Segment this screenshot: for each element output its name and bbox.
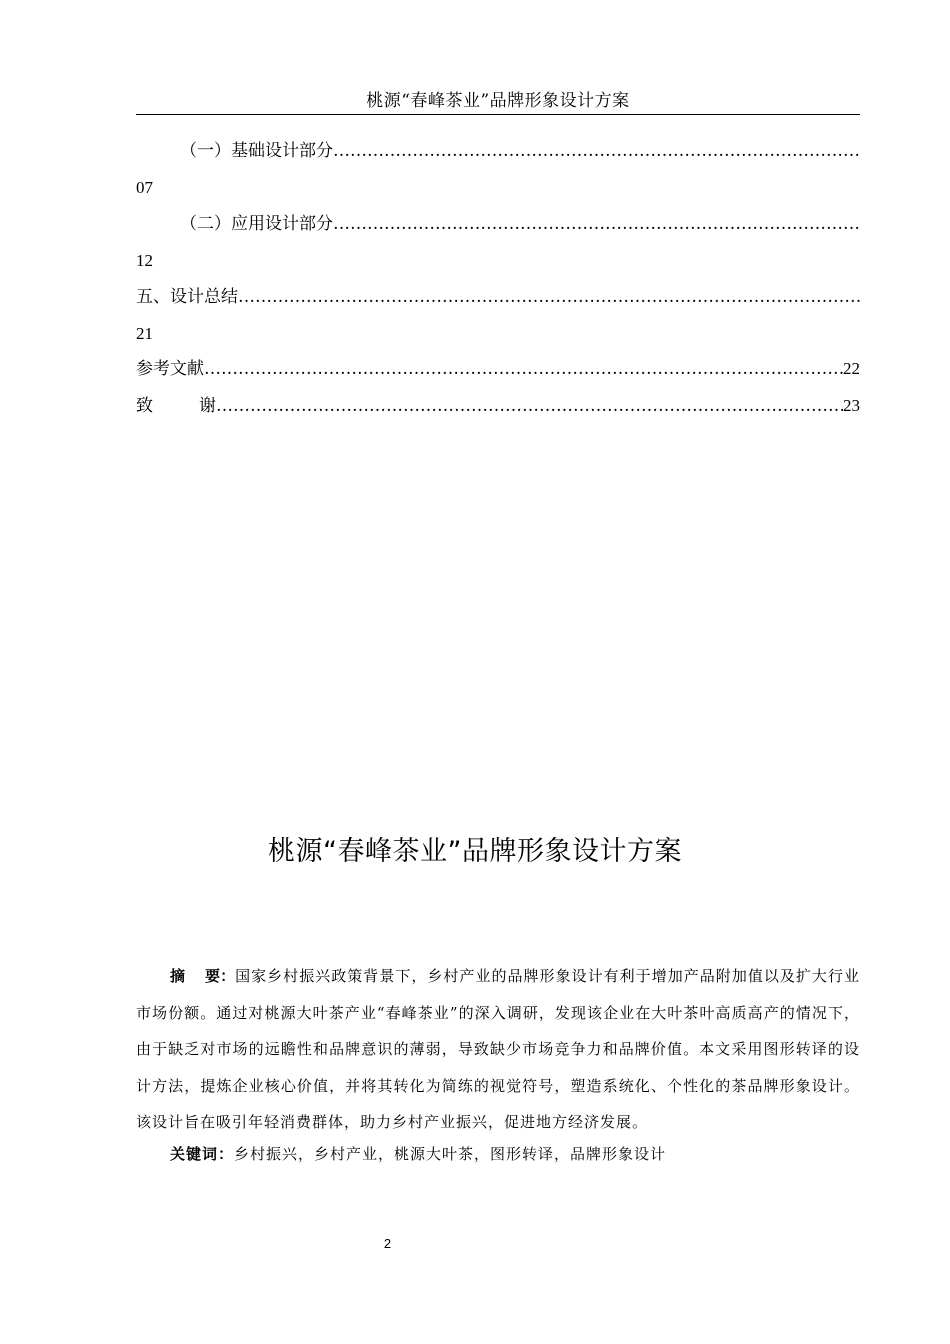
toc-entry-references[interactable] [136, 356, 860, 382]
toc-dot-leader [238, 284, 860, 310]
abstract-label-part: 摘 [170, 967, 186, 985]
toc-dot-leader [216, 393, 843, 419]
keywords-line [170, 1139, 860, 1169]
page-number: 2 [383, 1236, 392, 1251]
toc-entry-page: 12 [136, 251, 153, 270]
running-header: 桃源“春峰茶业”品牌形象设计方案 [366, 91, 630, 111]
toc-entry-label: 五、设计总结 [136, 287, 238, 307]
keywords-text: 乡村振兴，乡村产业，桃源大叶茶，图形转译，品牌形象设计 [234, 1145, 667, 1163]
header-rule [136, 114, 860, 115]
toc-entry-acknowledgements[interactable] [136, 393, 860, 419]
toc-entry-design-summary[interactable] [136, 284, 860, 310]
toc-entry-label: （二）应用设计部分 [180, 214, 333, 234]
document-title: 桃源“春峰茶业”品牌形象设计方案 [268, 836, 682, 867]
toc-entry-label: （一）基础设计部分 [180, 141, 333, 161]
keywords-label: 关键词： [170, 1145, 235, 1163]
toc-dot-leader [333, 138, 860, 164]
toc-entry-basic-design[interactable] [136, 138, 860, 164]
toc-entry-application-design[interactable] [136, 211, 860, 237]
toc-entry-label: 参考文献 [136, 359, 204, 379]
abstract-text: 国家乡村振兴政策背景下，乡村产业的品牌形象设计有利于增加产品附加值以及扩大行业市场份额。通过对桃源大叶茶产业“春峰茶业”的深入调研，发现该企业在大叶茶叶高质高产的情况下，由于缺乏对市场的远瞻性和品牌意识的薄弱，导致缺少市场竞争力和品牌价值。本文采用图形转译的设计方法，提炼企业核心价值，并将其转化为简练的视觉符号，塑造系统化、个性化的茶品牌形象设计。该设计旨在吸引年轻消费群体，助力乡村产业振兴，促进地方经济发展。 [136, 967, 860, 1131]
abstract-label-part: 要： [205, 967, 236, 985]
abstract-label [170, 967, 235, 985]
toc-label-part: 致 [136, 396, 153, 416]
toc-entry-page: 21 [136, 324, 153, 343]
toc-entry-page: 23 [843, 396, 860, 415]
toc-entry-label [136, 393, 216, 419]
toc-label-part: 谢 [199, 396, 216, 416]
abstract-paragraph [136, 958, 860, 1141]
toc-dot-leader [204, 356, 843, 382]
toc-entry-page: 07 [136, 178, 153, 197]
toc-entry-page: 22 [843, 359, 860, 378]
toc-dot-leader [333, 211, 860, 237]
